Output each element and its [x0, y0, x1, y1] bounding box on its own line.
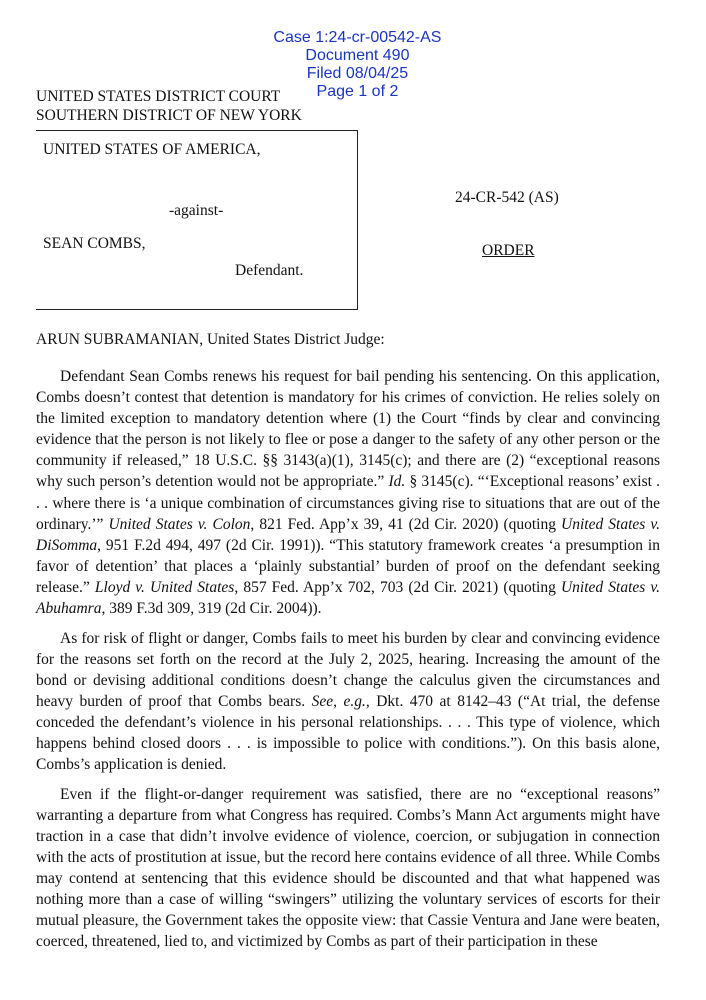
order-body [36, 366, 660, 961]
italic-citation: United States v. Abuhamra [36, 578, 660, 618]
text-run: , 951 F.2d 494, 497 (2d Cir. 1991)). “This statutory framework creates ‘a presumption in favor of detention’ that places a ‘plainly substantial’ burden of proof on the defendant seeking release.” [36, 536, 660, 596]
italic-citation: United States v. DiSomma [36, 515, 660, 554]
court-line-2: SOUTHERN DISTRICT OF NEW YORK [36, 107, 302, 124]
court-line-1: UNITED STATES DISTRICT COURT [36, 88, 281, 105]
text-run: , 389 F.3d 309, 319 (2d Cir. 2004)). [101, 600, 322, 618]
italic-citation: Id. [388, 473, 406, 491]
text-run: § 3145(c). “‘Exceptional reasons’ exist . . . where there is ‘a unique combination of circumstances giving rise to situations that are out of the ordinary.’” [36, 473, 660, 533]
text-run: Defendant Sean Combs renews his request for bail pending his sentencing. On this application, Combs doesn’t contest that detention is mandatory for his crimes of conviction. He relies solely on the limited exception to mandatory detention where (1) the Court “finds by clear and convincing evidence that the person is not likely to flee or pose a danger to the safety of any other person or the community if released,” 18 U.S.C. §§ 3143(a)(1), 3145(c); and there are (2) “exceptional reasons why such person’s detention would not be appropriate.” [36, 368, 660, 491]
text-run: , 821 Fed. App’x 39, 41 (2d Cir. 2020) (quoting [250, 515, 562, 533]
case-number: 24-CR-542 (AS) [455, 189, 559, 206]
filed-date-header: Filed 08/04/25 [306, 65, 409, 82]
italic-citation: United States v. Colon [108, 515, 251, 533]
paragraph-3 [36, 784, 660, 953]
plaintiff-name: UNITED STATES OF AMERICA, [43, 141, 261, 158]
text-run: , 857 Fed. App’x 702, 703 (2d Cir. 2021) (quoting [234, 578, 561, 596]
text-run: As for risk of flight or danger, Combs fails to meet his burden by clear and convincing evidence for the reasons set forth on the record at the July 2, 2025, hearing. Increasing the amount of the bond or devising additional conditions doesn’t change the calculus given the circumstances and heavy burden of proof that Combs bears. [36, 629, 660, 710]
paragraph-1 [36, 366, 660, 619]
paragraph-2 [36, 628, 660, 776]
italic-citation: See, e.g., [311, 692, 370, 710]
italic-citation: Lloyd v. United States [94, 578, 235, 596]
text-run: Even if the flight-or-danger requirement was satisfied, there are no “exceptional reasons” warranting a departure from what Congress has required. Combs’s Mann Act arguments might have traction in a case that didn’t involve evidence of violence, coercion, or subjugation in connection with the acts of prostitution at issue, but the record here contains evidence of all three. While Combs may contend at sentencing that this evidence should be discounted and that what happened was nothing more than a case of willing “swingers” utilizing the voluntary services of escorts for their mutual pleasure, the Government takes the opposite view: that Cassie Ventura and Jane were beaten, coerced, threatened, lied to, and victimized by Combs as part of their participation in these [36, 785, 660, 951]
case-number-header: Case 1:24-cr-00542-AS [273, 29, 442, 46]
against-label: -against- [169, 202, 224, 219]
defendant-label: Defendant. [235, 262, 304, 279]
page-number-header: Page 1 of 2 [316, 83, 399, 100]
document-number-header: Document 490 [305, 47, 410, 64]
order-title: ORDER [482, 242, 535, 259]
judge-line: ARUN SUBRAMANIAN, United States District Judge: [36, 331, 385, 348]
defendant-name: SEAN COMBS, [43, 235, 146, 252]
text-run: Dkt. 470 at 8142–43 (“At trial, the defense conceded the defendant’s violence in his personal relationships. . . . This type of violence, which happens behind closed doors . . . is impossible to police with conditions.”). On this basis alone, Combs’s application is denied. [36, 692, 660, 774]
court-name [36, 87, 302, 125]
